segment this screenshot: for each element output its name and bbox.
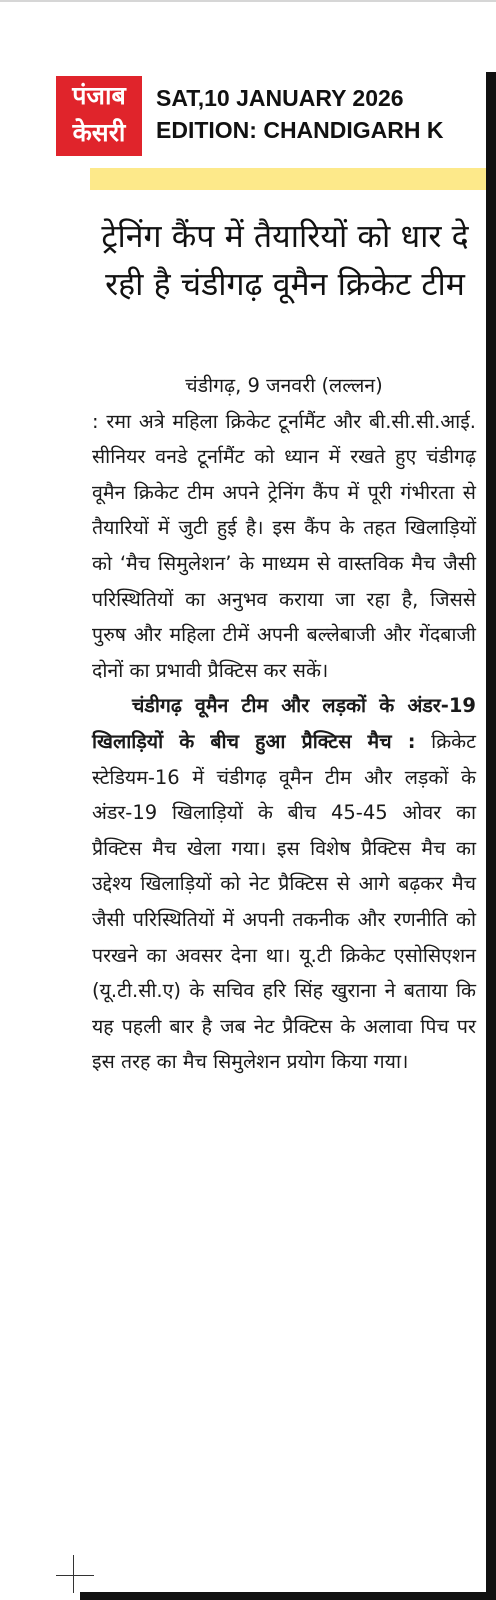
masthead — [56, 76, 486, 156]
logo-line-2: केसरी — [72, 118, 126, 147]
logo-line-1: पंजाब — [72, 81, 126, 110]
newspaper-logo — [56, 76, 142, 156]
yellow-band — [90, 168, 486, 190]
top-divider — [0, 0, 496, 2]
article-subhead-paragraph — [92, 688, 476, 1080]
article-body — [92, 368, 476, 1080]
crosshair-icon — [56, 1575, 94, 1576]
article-headline: ट्रेनिंग कैंप में तैयारियों को धार दे रही है चंडीगढ़ वूमैन क्रिकेट टीम — [101, 217, 469, 303]
crosshair-icon — [73, 1555, 74, 1593]
bottom-edge-bar — [80, 1592, 496, 1600]
article-dateline: चंडीगढ़, 9 जनवरी (लल्लन) — [185, 374, 383, 397]
edition-date: SAT,10 JANUARY 2026 — [156, 85, 404, 111]
right-edge-bar — [486, 72, 496, 1600]
article-subhead: चंडीगढ़ वूमैन टीम और लड़कों के अंडर-19 खिलाड़ियों के बीच हुआ प्रैक्टिस मैच : — [92, 694, 476, 753]
article-paragraph-1: : रमा अत्रे महिला क्रिकेट टूर्नामैंट और बी.सी.सी.आई. सीनियर वनडे टूर्नामैंट को ध्यान में रखते हुए चंडीगढ़ वूमैन क्रिकेट टीम अपने ट्रेनिंग कैंप में पूरी गंभीरता से तैयारियों में जुटी हुई है। इस कैंप के तहत खिलाड़ियों को ‘मैच सिमुलेशन’ के माध्यम से वास्तविक मैच जैसी परिस्थितियों का अनुभव कराया जा रहा है, जिससे पुरुष और महिला टीमें अपनी बल्लेबाजी और गेंदबाजी दोनों का प्रभावी प्रैक्टिस कर सकें। — [92, 409, 476, 682]
article-paragraph-2: क्रिकेट स्टेडियम-16 में चंडीगढ़ वूमैन टीम और लड़कों के अंडर-19 खिलाड़ियों के बीच 45-45 ओवर का प्रैक्टिस मैच खेला गया। इस विशेष प्रैक्टिस मैच का उद्देश्य खिलाड़ियों को नेट प्रैक्टिस से आगे बढ़कर मैच जैसी परिस्थितियों में अपनी तकनीक और रणनीति को परखने का अवसर देना था। यू.टी क्रिकेट एसोसिएशन (यू.टी.सी.ए) के सचिव हरि सिंह खुराना ने बताया कि यह पहली बार है जब नेट प्रैक्टिस के अलावा पिच पर इस तरह का मैच सिमुलेशन प्रयोग किया गया। — [92, 729, 476, 1074]
edition-info — [156, 82, 496, 146]
edition-name: EDITION: CHANDIGARH K — [156, 117, 444, 143]
